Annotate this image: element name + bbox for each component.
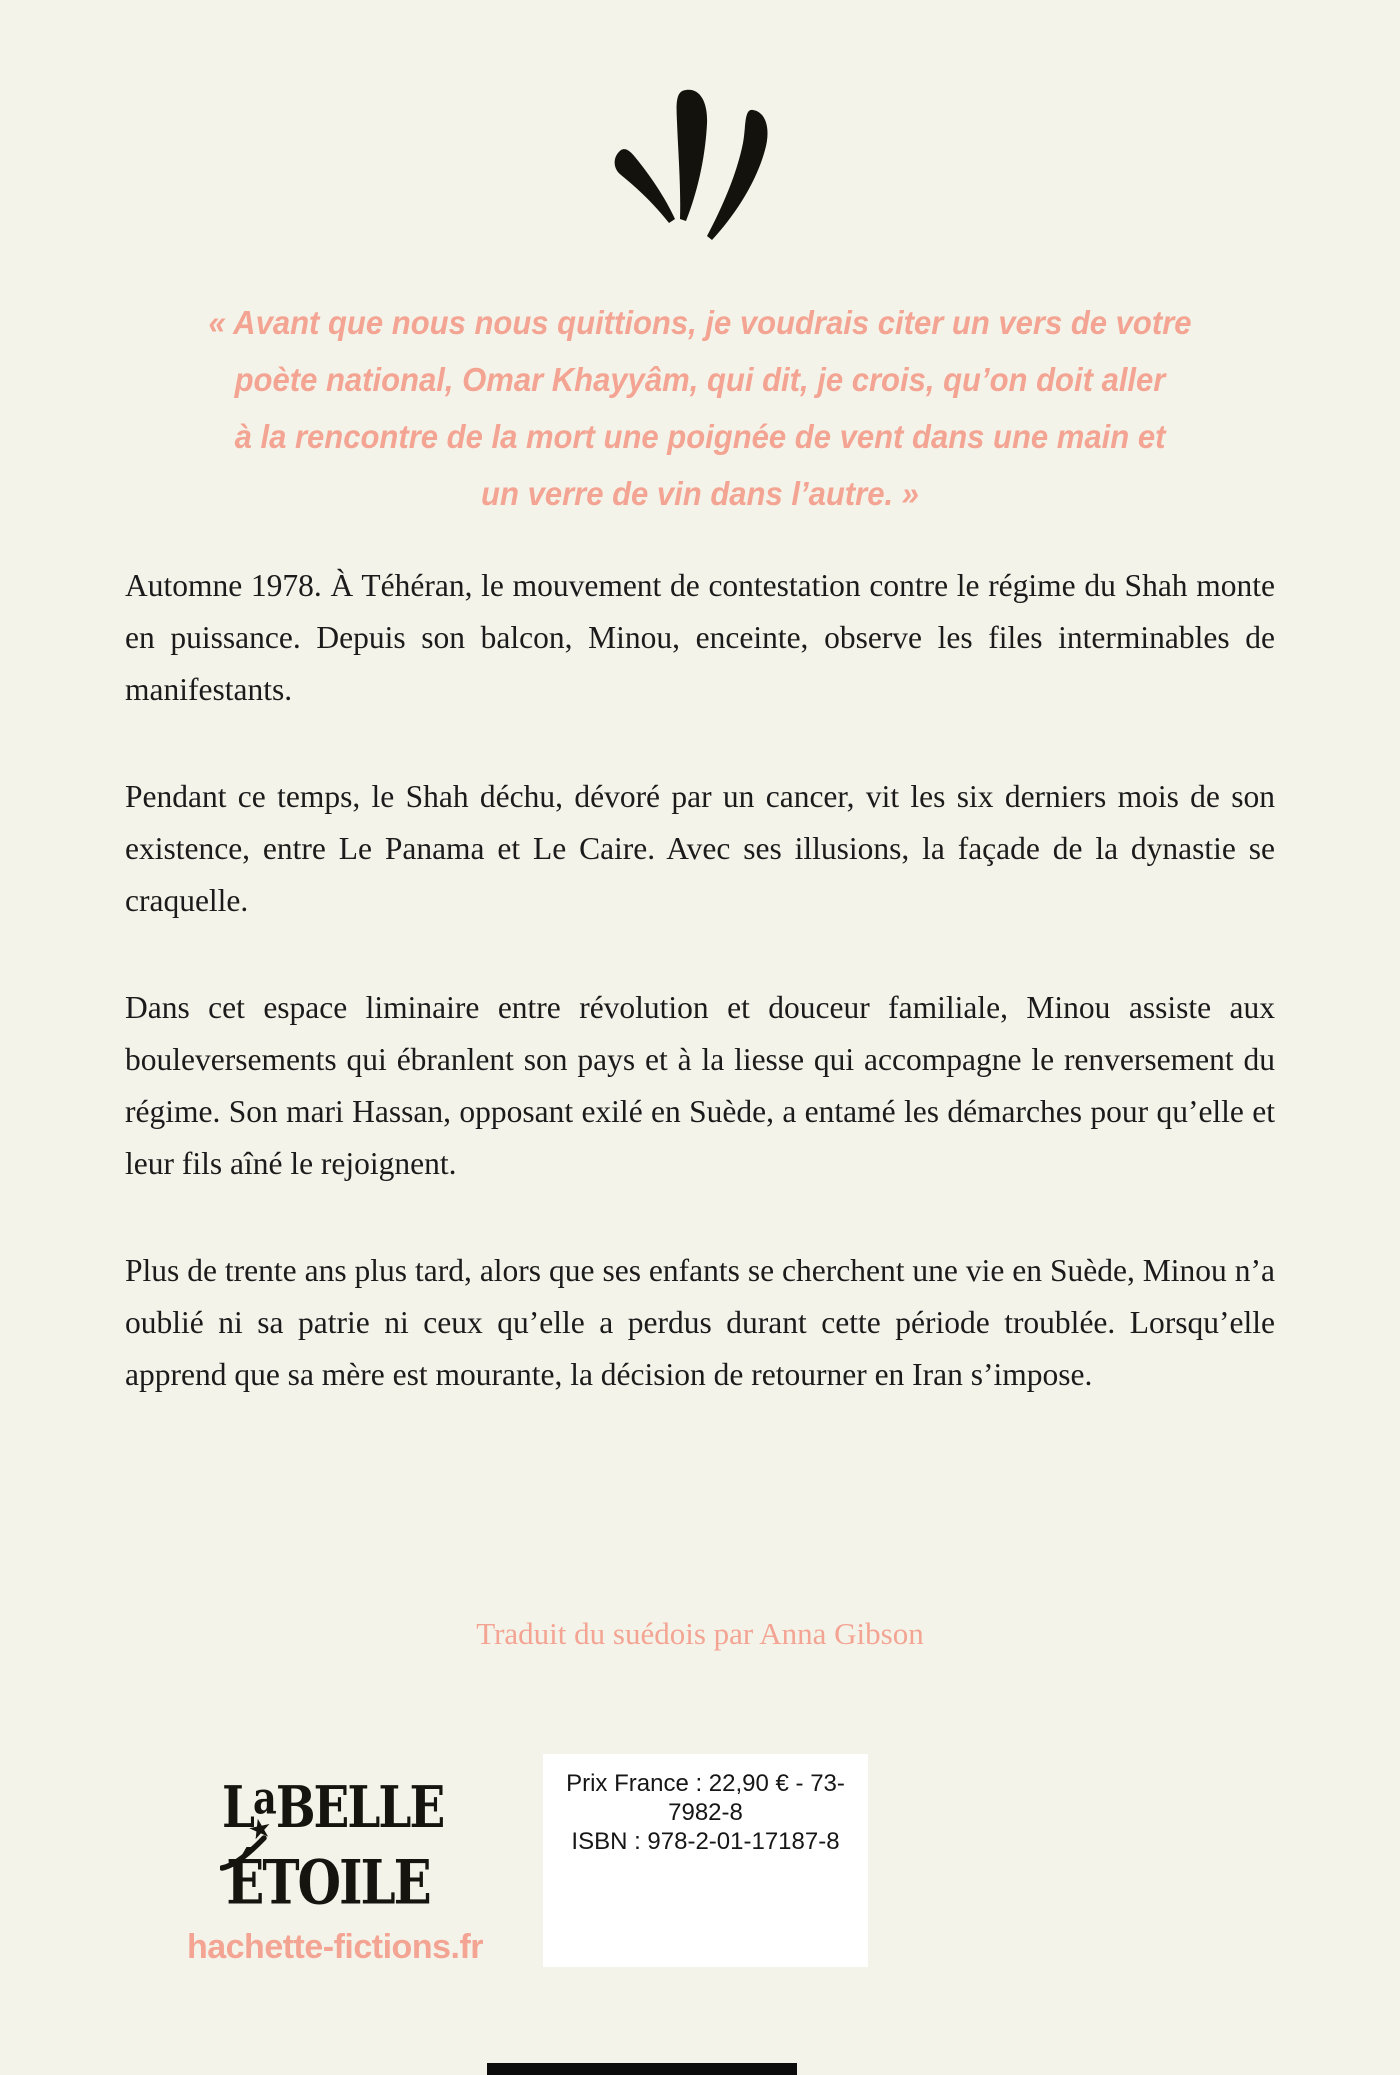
synopsis-paragraph: Dans cet espace liminaire entre révolution et douceur familiale, Minou assiste aux bouleversements qui ébranlent son pays et à la liesse qui accompagne le renversement du régime. Son mari Hassan, opposant exilé en Suède, a entamé les démarches pour qu’elle et leur fils aîné le rejoignent. bbox=[125, 990, 1275, 1181]
la-belle-etoile-logo bbox=[222, 1770, 444, 1918]
translation-credit: Traduit du suédois par Anna Gibson bbox=[476, 1616, 924, 1651]
synopsis-paragraph: Plus de trente ans plus tard, alors que ses enfants se cherchent une vie en Suède, Minou n’a oublié ni sa patrie ni ceux qu’elle a perdus durant cette période troublée. Lorsqu’elle apprend que sa mère est mourante, la décision de retourner en Iran s’impose. bbox=[125, 1253, 1275, 1392]
isbn-line: ISBN : 978-2-01-17187-8 bbox=[571, 1828, 840, 1855]
logo-line-2: ÉTOILE bbox=[226, 1846, 430, 1918]
quote-line: à la rencontre de la mort une poignée de vent dans une main et bbox=[234, 418, 1166, 455]
logo-line-1: $L^aBELLE$ bbox=[222, 1772, 444, 1842]
quote-line: poète national, Omar Khayyâm, qui dit, je crois, qu’on doit aller bbox=[234, 361, 1166, 398]
quote-line: « Avant que nous nous quittions, je voudrais citer un vers de votre bbox=[208, 304, 1192, 341]
epigraph-quote bbox=[140, 294, 1260, 522]
logo-letter-a: a bbox=[253, 1772, 276, 1825]
plant-motif-icon bbox=[612, 88, 782, 243]
quote-line: un verre de vin dans l’autre. » bbox=[481, 475, 919, 512]
price-isbn-box bbox=[543, 1754, 868, 1967]
synopsis-paragraph: Automne 1978. À Téhéran, le mouvement de contestation contre le régime du Shah monte en puissance. Depuis son balcon, Minou, enceinte, observe les files interminables de manifestants. bbox=[125, 568, 1275, 707]
shooting-star-icon: ★ bbox=[245, 1811, 276, 1848]
synopsis bbox=[125, 560, 1275, 1456]
price-line: Prix France : 22,90 € - 73-7982-8 bbox=[566, 1770, 845, 1826]
publisher-website: hachette-fictions.fr bbox=[186, 1928, 484, 1966]
bottom-crop-mark bbox=[487, 2063, 797, 2075]
synopsis-paragraph: Pendant ce temps, le Shah déchu, dévoré par un cancer, vit les six derniers mois de son existence, entre Le Panama et Le Caire. Avec ses illusions, la façade de la dynastie se craquelle. bbox=[125, 779, 1275, 918]
